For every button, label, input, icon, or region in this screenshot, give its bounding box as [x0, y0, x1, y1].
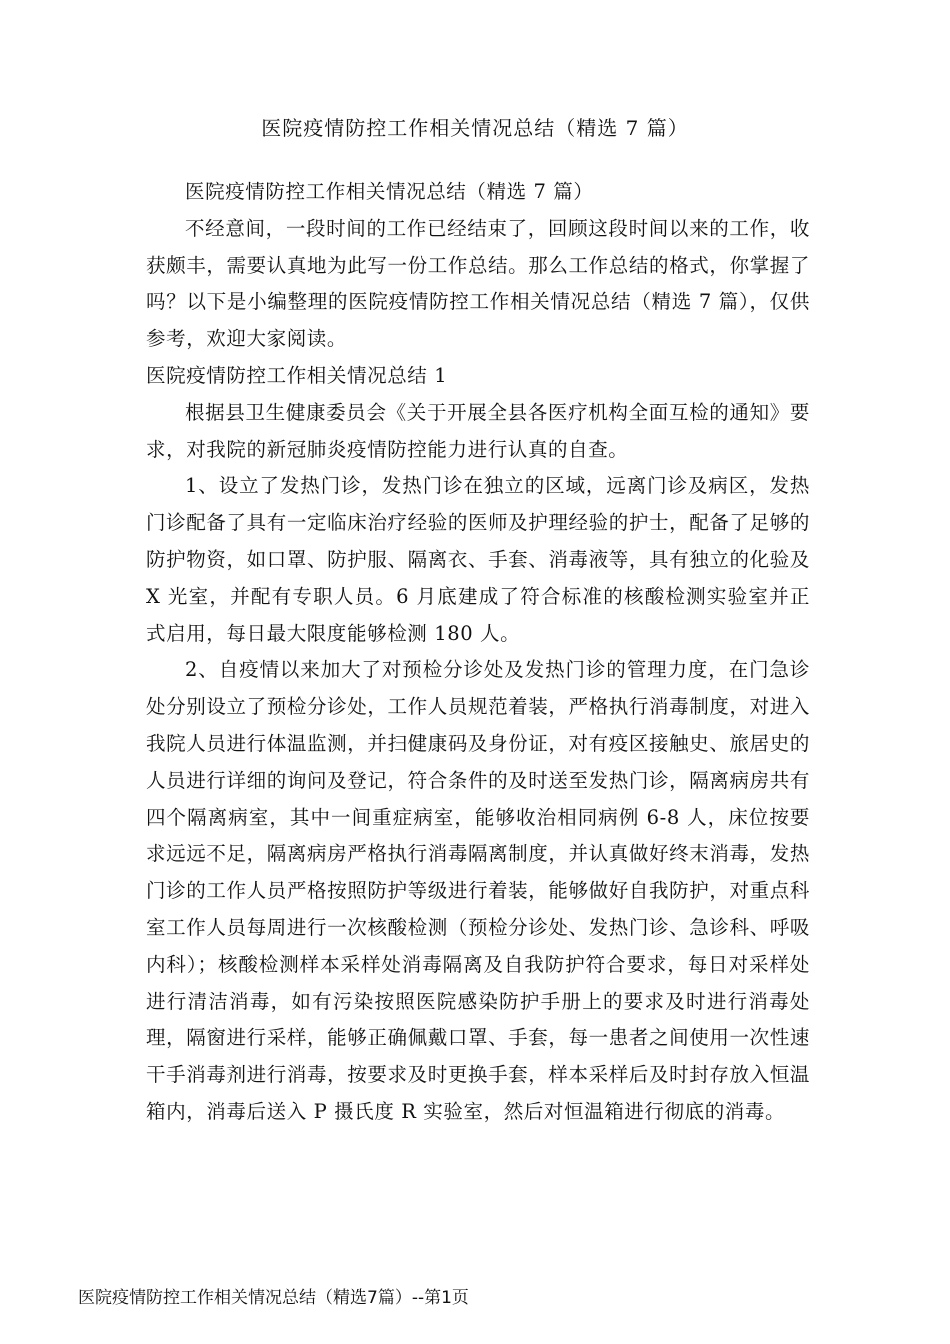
section-heading: 医院疫情防控工作相关情况总结 1 — [146, 363, 448, 387]
body-paragraph: 根据县卫生健康委员会《关于开展全县各医疗机构全面互检的通知》要求，对我院的新冠肺炎疫情防控能力进行认真的自查。 — [146, 400, 810, 461]
page-footer: 医院疫情防控工作相关情况总结（精选7篇）--第1页 — [78, 1288, 469, 1308]
body-paragraph: 1、设立了发热门诊，发热门诊在独立的区域，远离门诊及病区，发热门诊配备了具有一定临床治疗经验的医师及护理经验的护士，配备了足够的防护物资，如口罩、防护服、隔离衣、手套、消毒液等，具有独立的化验及 X 光室，并配有专职人员。6 月底建成了符合标准的核酸检测实验室并正式启用，每日最大限度能够检测 180 人。 — [146, 474, 810, 645]
document-title: 医院疫情防控工作相关情况总结（精选 7 篇） — [261, 116, 689, 140]
document-body — [146, 174, 810, 1131]
body-paragraph: 2、自疫情以来加大了对预检分诊处及发热门诊的管理力度，在门急诊处分别设立了预检分诊处，工作人员规范着装，严格执行消毒制度，对进入我院人员进行体温监测，并扫健康码及身份证，对有疫区接触史、旅居史的人员进行详细的询问及登记，符合条件的及时送至发热门诊，隔离病房共有四个隔离病室，其中一间重症病室，能够收治相同病例 6-8 人，床位按要求远远不足，隔离病房严格执行消毒隔离制度，并认真做好终末消毒，发热门诊的工作人员严格按照防护等级进行着装，能够做好自我防护，对重点科室工作人员每周进行一次核酸检测（预检分诊处、发热门诊、急诊科、呼吸内科）；核酸检测样本采样处消毒隔离及自我防护符合要求，每日对采样处进行清洁消毒，如有污染按照医院感染防护手册上的要求及时进行消毒处理，隔窗进行采样，能够正确佩戴口罩、手套，每一患者之间使用一次性速干手消毒剂进行消毒，按要求及时更换手套，样本采样后及时封存放入恒温箱内，消毒后送入 P 摄氏度 R 实验室，然后对恒温箱进行彻底的消毒。 — [146, 658, 810, 1123]
intro-paragraph: 不经意间，一段时间的工作已经结束了，回顾这段时间以来的工作，收获颇丰，需要认真地为此写一份工作总结。那么工作总结的格式，你掌握了吗？以下是小编整理的医院疫情防控工作相关情况总结（精选 7 篇），仅供参考，欢迎大家阅读。 — [146, 216, 810, 351]
subtitle-paragraph: 医院疫情防控工作相关情况总结（精选 7 篇） — [185, 180, 594, 203]
